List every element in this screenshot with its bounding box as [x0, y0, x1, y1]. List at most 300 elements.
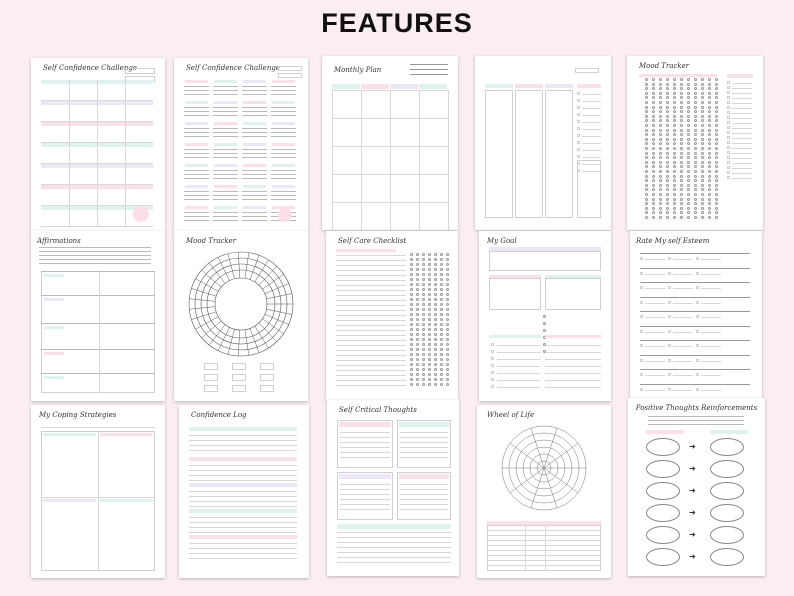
cloud: [710, 460, 744, 478]
mood-dot: [666, 138, 669, 141]
mood-dot: [673, 193, 676, 196]
mood-dot: [715, 83, 718, 86]
rating-box: [668, 286, 671, 289]
mood-dot: [715, 188, 718, 191]
check-dot: [428, 338, 431, 341]
mood-dot: [680, 129, 683, 132]
check-dot: [416, 373, 419, 376]
mood-dot: [673, 161, 676, 164]
legend-swatch: [727, 166, 730, 169]
page-title: Mood Tracker: [639, 62, 690, 70]
text-line: [184, 195, 209, 196]
mood-dot: [680, 161, 683, 164]
statement-line: [640, 311, 750, 312]
mood-dot: [708, 198, 711, 201]
legend-line: [732, 93, 752, 94]
mood-dot: [701, 142, 704, 145]
mood-dot: [652, 198, 655, 201]
mood-dot: [666, 142, 669, 145]
check-dot: [410, 338, 413, 341]
mood-dot: [708, 193, 711, 196]
check-dot: [422, 318, 425, 321]
rating-box: [696, 286, 699, 289]
mood-dot: [659, 152, 662, 155]
mood-dot: [645, 179, 648, 182]
check-dot: [434, 368, 437, 371]
text-line: [242, 191, 267, 192]
mood-dot: [652, 161, 655, 164]
mood-dot: [652, 184, 655, 187]
mood-dot: [666, 101, 669, 104]
mood-dot: [673, 184, 676, 187]
mood-dot: [652, 124, 655, 127]
mood-dot: [645, 202, 648, 205]
mood-dot: [708, 133, 711, 136]
day-header: [272, 143, 295, 146]
section-divider: [41, 271, 155, 272]
mood-dot: [701, 124, 704, 127]
wheel-spoke: [245, 253, 249, 279]
mood-dot: [673, 124, 676, 127]
label: [710, 430, 748, 434]
check-dot: [410, 283, 413, 286]
mood-dot: [673, 110, 676, 113]
mood-dot: [701, 170, 704, 173]
mood-dot: [659, 216, 662, 219]
mood-dot: [645, 175, 648, 178]
check-dot: [422, 333, 425, 336]
mood-dot: [701, 96, 704, 99]
text-line: [242, 178, 267, 179]
legend-box: [232, 363, 246, 370]
task-line: [336, 340, 406, 341]
check-dot: [446, 268, 449, 271]
check-dot: [410, 268, 413, 271]
mood-dot: [715, 119, 718, 122]
mood-dot: [652, 78, 655, 81]
mood-dot: [694, 129, 697, 132]
mood-tracker-grid-page: [627, 56, 763, 230]
mood-dot: [715, 138, 718, 141]
mood-dot: [652, 92, 655, 95]
rating-box: [668, 373, 671, 376]
mood-dot: [715, 193, 718, 196]
check-dot: [422, 278, 425, 281]
text-line: [271, 174, 296, 175]
check-dot: [428, 353, 431, 356]
row-line: [487, 550, 601, 551]
check-dot: [422, 343, 425, 346]
check-dot: [440, 308, 443, 311]
mood-dot: [715, 175, 718, 178]
wheel-spoke: [544, 428, 557, 468]
text-line: [213, 149, 238, 150]
line: [337, 537, 451, 538]
footer-header: [337, 524, 451, 529]
line: [545, 373, 601, 374]
text-line: [242, 220, 267, 221]
check-dot: [440, 263, 443, 266]
mood-dot: [645, 147, 648, 150]
mood-dot: [645, 110, 648, 113]
mood-dot: [708, 87, 711, 90]
text-line: [39, 259, 151, 260]
check-dot: [416, 343, 419, 346]
legend-line: [732, 153, 752, 154]
check-dot: [434, 323, 437, 326]
check-dot: [416, 298, 419, 301]
mood-dot: [680, 175, 683, 178]
mood-dot: [666, 193, 669, 196]
check-dot: [422, 258, 425, 261]
rating-label: [673, 390, 693, 391]
mood-dot: [680, 216, 683, 219]
mood-dot: [701, 165, 704, 168]
mood-dot: [645, 152, 648, 155]
text-line: [184, 128, 209, 129]
text-line: [213, 94, 238, 95]
day-header: [214, 80, 237, 83]
line: [189, 491, 297, 492]
check-dot: [428, 383, 431, 386]
line: [582, 157, 601, 158]
mood-dot: [708, 110, 711, 113]
mood-dot: [687, 83, 690, 86]
text-line: [39, 255, 151, 256]
page-title: Monthly Plan: [334, 66, 382, 74]
text-line: [242, 94, 267, 95]
mood-dot: [680, 198, 683, 201]
cloud: [646, 548, 680, 566]
rating-box: [696, 373, 699, 376]
check-dot: [446, 378, 449, 381]
checkbox: [491, 350, 494, 353]
mood-dot: [680, 83, 683, 86]
legend-line: [732, 113, 752, 114]
mood-dot: [701, 193, 704, 196]
mood-dot: [708, 129, 711, 132]
mood-dot: [659, 138, 662, 141]
mood-dot: [680, 96, 683, 99]
mood-dot: [673, 78, 676, 81]
mood-dot: [645, 184, 648, 187]
text-line: [213, 195, 238, 196]
thought-box: [337, 472, 393, 520]
task-line: [336, 335, 406, 336]
text-line: [242, 86, 267, 87]
check-dot: [416, 308, 419, 311]
rating-label: [645, 288, 665, 289]
day-header: [243, 122, 266, 125]
check-dot: [440, 303, 443, 306]
check-dot: [440, 323, 443, 326]
mood-dot: [673, 188, 676, 191]
mood-dot: [659, 188, 662, 191]
check-dot: [416, 318, 419, 321]
check-dot: [440, 313, 443, 316]
task-line: [336, 285, 406, 286]
check-dot: [446, 338, 449, 341]
mood-dot: [715, 115, 718, 118]
mood-dot: [687, 110, 690, 113]
mood-dot: [666, 147, 669, 150]
column-header: [515, 84, 543, 88]
check-dot: [428, 348, 431, 351]
check-dot: [440, 343, 443, 346]
line: [400, 489, 448, 490]
label: [646, 430, 684, 434]
task-line: [336, 315, 406, 316]
text-line: [39, 247, 151, 248]
row-line: [487, 560, 601, 561]
line: [340, 499, 390, 500]
check-dot: [428, 318, 431, 321]
text-line: [213, 136, 238, 137]
rating-label: [701, 259, 721, 260]
check-dot: [446, 333, 449, 336]
task-line: [336, 350, 406, 351]
check-dot: [410, 253, 413, 256]
mood-dot: [652, 188, 655, 191]
mood-dot: [694, 179, 697, 182]
check-dot: [434, 258, 437, 261]
mood-dot: [680, 147, 683, 150]
line: [189, 506, 297, 507]
check-dot: [434, 278, 437, 281]
text-line: [213, 90, 238, 91]
check-dot: [446, 358, 449, 361]
line: [337, 552, 451, 553]
check-dot: [416, 268, 419, 271]
mood-dot: [673, 179, 676, 182]
page-title: Self Confidence Challenge: [43, 64, 137, 72]
check-dot: [422, 293, 425, 296]
rating-label: [645, 346, 665, 347]
rating-label: [673, 361, 693, 362]
check-dot: [422, 263, 425, 266]
mood-dot: [659, 129, 662, 132]
mood-dot: [687, 211, 690, 214]
line: [400, 447, 448, 448]
mood-dot: [694, 211, 697, 214]
legend-line: [732, 108, 752, 109]
task-line: [336, 370, 406, 371]
statement-line: [640, 326, 750, 327]
cloud: [710, 504, 744, 522]
cloud: [646, 482, 680, 500]
mood-dot: [694, 147, 697, 150]
legend-swatch: [727, 161, 730, 164]
check-dot: [440, 358, 443, 361]
task-line: [336, 380, 406, 381]
divider: [69, 80, 70, 227]
mood-dot: [645, 170, 648, 173]
check-dot: [410, 348, 413, 351]
mood-dot: [687, 175, 690, 178]
text-line: [184, 153, 209, 154]
mood-dot: [645, 193, 648, 196]
mood-dot: [687, 202, 690, 205]
mood-dot: [694, 207, 697, 210]
mood-dot: [715, 101, 718, 104]
line: [582, 122, 601, 123]
task-line: [336, 275, 406, 276]
column-header: [485, 84, 513, 88]
wheel-spoke: [238, 252, 239, 278]
mood-dot: [715, 78, 718, 81]
mood-dot: [666, 115, 669, 118]
check-dot: [428, 323, 431, 326]
check-dot: [410, 343, 413, 346]
line: [400, 437, 448, 438]
text-line: [184, 94, 209, 95]
mood-dot: [645, 165, 648, 168]
row-line: [487, 530, 601, 531]
mood-dot: [673, 115, 676, 118]
mood-dot: [652, 133, 655, 136]
mood-dot: [701, 129, 704, 132]
mood-dot: [659, 96, 662, 99]
mood-dot: [701, 138, 704, 141]
mood-dot: [666, 87, 669, 90]
check-dot: [428, 373, 431, 376]
line: [189, 435, 297, 436]
wheel-spoke: [544, 468, 557, 508]
divider: [332, 90, 333, 230]
check-dot: [410, 373, 413, 376]
line: [497, 359, 541, 360]
label: [100, 433, 153, 436]
legend-swatch: [727, 156, 730, 159]
mood-dot: [701, 156, 704, 159]
section-divider: [41, 295, 155, 296]
check-dot: [440, 258, 443, 261]
mood-dot: [659, 202, 662, 205]
mood-dot: [645, 96, 648, 99]
mood-dot: [694, 78, 697, 81]
task-line: [336, 305, 406, 306]
mood-dot: [694, 198, 697, 201]
check-dot: [422, 273, 425, 276]
mood-dot: [659, 184, 662, 187]
mood-dot: [715, 124, 718, 127]
rating-label: [701, 303, 721, 304]
text-line: [271, 86, 296, 87]
mood-dot: [708, 147, 711, 150]
mood-dot: [680, 193, 683, 196]
mood-dot: [666, 152, 669, 155]
mood-dot: [652, 96, 655, 99]
day-header: [214, 122, 237, 125]
mood-dot: [673, 152, 676, 155]
line: [189, 558, 297, 559]
check-dot: [428, 253, 431, 256]
text-line: [242, 174, 267, 175]
mood-dot: [708, 188, 711, 191]
legend-box: [260, 374, 274, 381]
check-dot: [422, 303, 425, 306]
section-label: [44, 376, 64, 379]
mood-dot: [687, 170, 690, 173]
legend-box: [204, 363, 218, 370]
legend-line: [732, 143, 752, 144]
arrow-icon: ➜: [689, 442, 696, 451]
legend-swatch: [727, 126, 730, 129]
self-confidence-challenge-page: [31, 58, 165, 231]
check-dot: [416, 323, 419, 326]
task-line: [336, 265, 406, 266]
weekday-header: [390, 84, 418, 89]
monthly-plan-page: [322, 56, 458, 230]
mood-dot: [659, 156, 662, 159]
mood-dot: [666, 110, 669, 113]
rating-label: [673, 303, 693, 304]
mood-dot: [680, 202, 683, 205]
check-dot: [434, 353, 437, 356]
mood-dot: [701, 147, 704, 150]
text-line: [242, 212, 267, 213]
rating-label: [701, 274, 721, 275]
mood-dot: [652, 202, 655, 205]
line: [340, 432, 390, 433]
mood-dot: [708, 179, 711, 182]
rating-box: [668, 257, 671, 260]
check-dot: [410, 363, 413, 366]
line: [582, 108, 601, 109]
day-header: [185, 206, 208, 209]
check-dot: [422, 288, 425, 291]
mood-dot: [673, 129, 676, 132]
check-dot: [422, 323, 425, 326]
divider: [448, 90, 449, 230]
rating-label: [673, 346, 693, 347]
checkbox: [491, 371, 494, 374]
mood-dot: [673, 106, 676, 109]
check-dot: [434, 268, 437, 271]
check-dot: [422, 358, 425, 361]
check-dot: [428, 343, 431, 346]
check-dot: [434, 308, 437, 311]
text-line: [184, 115, 209, 116]
day-header: [185, 164, 208, 167]
check-dot: [416, 328, 419, 331]
mood-dot: [673, 133, 676, 136]
mood-dot: [694, 124, 697, 127]
mood-dot: [673, 170, 676, 173]
check-dot: [428, 283, 431, 286]
legend-line: [732, 173, 752, 174]
mood-dot: [687, 106, 690, 109]
text-line: [213, 170, 238, 171]
rating-label: [701, 332, 721, 333]
text-line: [184, 157, 209, 158]
rating-label: [645, 375, 665, 376]
statement-line: [640, 340, 750, 341]
checkbox: [491, 378, 494, 381]
mood-dot: [666, 133, 669, 136]
text-line: [213, 107, 238, 108]
mood-dot: [680, 211, 683, 214]
check-dot: [422, 308, 425, 311]
mood-dot: [708, 165, 711, 168]
rating-box: [640, 301, 643, 304]
text-line: [184, 149, 209, 150]
day-header: [214, 185, 237, 188]
mood-dot: [645, 138, 648, 141]
rating-label: [701, 288, 721, 289]
mood-dot: [652, 101, 655, 104]
check-dot: [440, 338, 443, 341]
